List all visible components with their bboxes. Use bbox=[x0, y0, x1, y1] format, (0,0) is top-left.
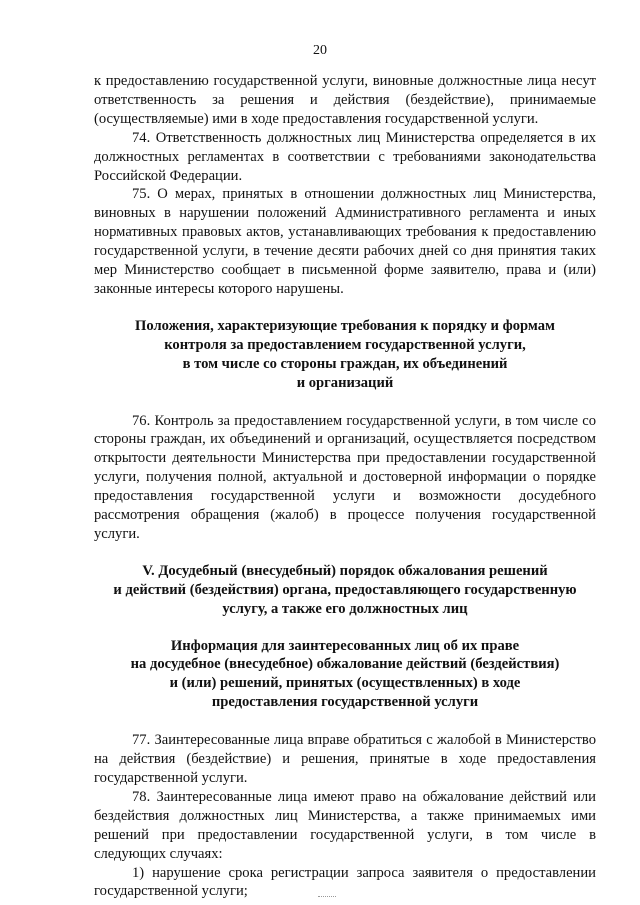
heading-line: услугу, а также его должностных лиц bbox=[222, 600, 468, 617]
paragraph-78-item-1: 1) нарушение срока регистрации запроса заявителя о предоставлении государственной услуги; bbox=[94, 864, 596, 900]
page-number: 20 bbox=[313, 43, 327, 58]
heading-information-rights bbox=[94, 637, 596, 713]
scan-artifact bbox=[318, 896, 336, 899]
heading-line: контроля за предоставлением государственной услуги, bbox=[164, 336, 526, 353]
paragraph-74: 74. Ответственность должностных лиц Министерства определяется в их должностных регламентах в соответствии с требованиями законодательства Российской Федерации. bbox=[94, 129, 596, 184]
paragraph-78: 78. Заинтересованные лица имеют право на обжалование действий или бездействия должностных лиц Министерства, а также принимаемых ими решений при предоставлении государственной услуги, в том числе в следующих случаях: bbox=[94, 788, 596, 862]
heading-line: в том числе со стороны граждан, их объединений bbox=[182, 355, 508, 372]
heading-line: и организаций bbox=[296, 374, 394, 391]
paragraph-76: 76. Контроль за предоставлением государственной услуги, в том числе со стороны граждан, их объединений и организаций, осуществляется посредством открытости деятельности Министерства при предоставлении государственной услуги, получения полной, актуальной и достоверной информации о порядке предоставления государственной услуги и возможности досудебного рассмотрения обращения (жалоб) в процессе получения государственной услуги. bbox=[94, 412, 596, 542]
heading-line: Положения, характеризующие требования к порядку и формам bbox=[135, 317, 555, 334]
heading-line: предоставления государственной услуги bbox=[211, 694, 479, 711]
heading-line: V. Досудебный (внесудебный) порядок обжалования решений bbox=[142, 562, 548, 579]
heading-line: и действий (бездействия) органа, предоставляющего государственную bbox=[113, 581, 577, 598]
heading-line: на досудебное (внесудебное) обжалование действий (бездействия) bbox=[130, 656, 560, 673]
heading-line: и (или) решений, принятых (осуществленных) в ходе bbox=[169, 675, 521, 692]
heading-section-v bbox=[94, 562, 596, 619]
paragraph-continuation: к предоставлению государственной услуги, виновные должностные лица несут ответственность за решения и действия (бездействие), принимаемые (осуществляемые) ими в ходе предоставления государственной услуги. bbox=[94, 73, 596, 127]
heading-control-requirements bbox=[94, 317, 596, 393]
heading-line: Информация для заинтересованных лиц об их праве bbox=[170, 637, 520, 654]
document-body bbox=[94, 72, 596, 901]
paragraph-77: 77. Заинтересованные лица вправе обратиться с жалобой в Министерство на действия (бездействие) и решения, принятые в ходе предоставления государственной услуги. bbox=[94, 732, 596, 786]
paragraph-75: 75. О мерах, принятых в отношении должностных лиц Министерства, виновных в нарушении положений Административного регламента и иных нормативных правовых актов, устанавливающих требования к предоставлению государственной услуги, в течение десяти рабочих дней со дня принятия таких мер Министерство сообщает в письменной форме заявителю, права и (или) законные интересы которого нарушены. bbox=[94, 186, 596, 297]
